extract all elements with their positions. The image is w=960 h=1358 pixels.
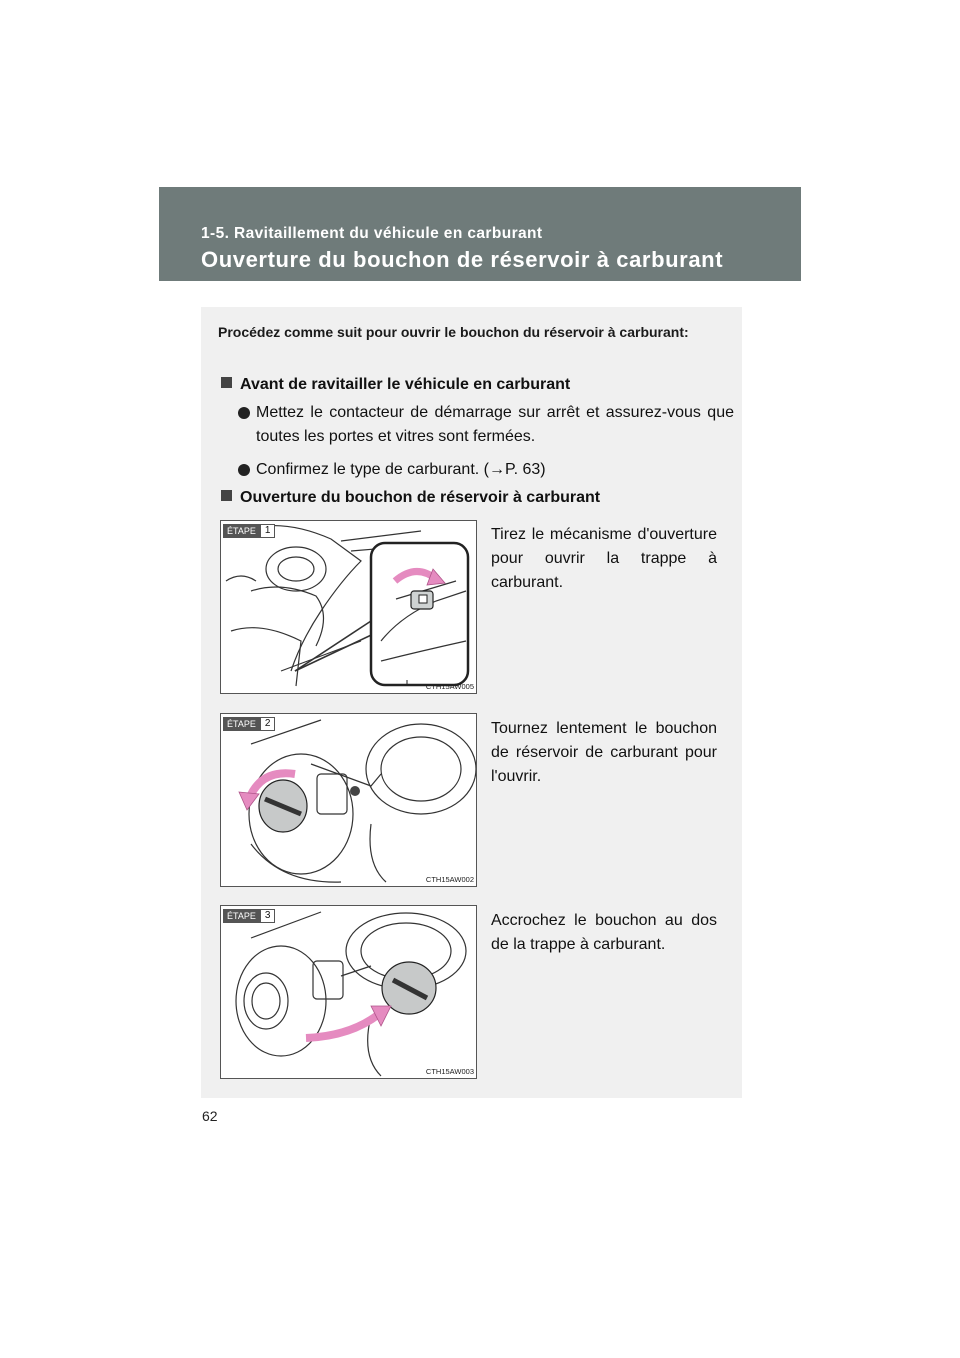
- figure-code: CTH15AW003: [425, 1067, 474, 1076]
- step-2-text: Tournez lentement le bouchon de réservoir de carburant pour l'ouvrir.: [491, 720, 717, 785]
- section-heading-opening-cap: [221, 488, 600, 508]
- fuel-cap-hook-illustration: [221, 906, 476, 1078]
- step-badge-word: ÉTAPE: [223, 717, 260, 731]
- figure-code: CTH15AW005: [425, 682, 474, 691]
- list-item: [238, 458, 734, 482]
- step-badge: [223, 909, 275, 923]
- intro-text: Procédez comme suit pour ouvrir le bouchon du réservoir à carburant:: [218, 324, 689, 340]
- square-bullet-icon: [221, 490, 232, 501]
- list-item: [238, 401, 734, 449]
- list-item-text: Confirmez le type de carburant. (→P. 63): [256, 461, 546, 478]
- step-3-text: Accrochez le bouchon au dos de la trappe à carburant.: [491, 912, 717, 953]
- step-3-illustration: [220, 905, 477, 1079]
- bullet-dot-icon: [238, 464, 250, 476]
- section-heading-label: Avant de ravitailler le véhicule en carburant: [240, 376, 571, 393]
- section-heading-before-refuel: [221, 375, 570, 395]
- step-badge-word: ÉTAPE: [223, 909, 260, 923]
- step-badge-number: 3: [260, 909, 276, 923]
- section-header: [159, 187, 801, 281]
- step-badge-word: ÉTAPE: [223, 524, 260, 538]
- bullet-dot-icon: [238, 407, 250, 419]
- step-badge: [223, 524, 275, 538]
- step-1-illustration: [220, 520, 477, 694]
- step-badge: [223, 717, 275, 731]
- page-number: 62: [202, 1108, 218, 1124]
- fuel-cap-turn-illustration: [221, 714, 476, 886]
- square-bullet-icon: [221, 377, 232, 388]
- step-2-illustration: [220, 713, 477, 887]
- fuel-door-opener-illustration: [221, 521, 476, 693]
- section-label: 1-5. Ravitaillement du véhicule en carburant: [201, 225, 543, 242]
- content-panel: [201, 307, 742, 1098]
- step-1-text: Tirez le mécanisme d'ouverture pour ouvrir la trappe à carburant.: [491, 526, 717, 591]
- step-badge-number: 2: [260, 717, 276, 731]
- figure-code: CTH15AW002: [425, 875, 474, 884]
- section-heading-label: Ouverture du bouchon de réservoir à carburant: [240, 489, 601, 506]
- list-item-text: Mettez le contacteur de démarrage sur arrêt et assurez-vous que toutes les portes et vitres sont fermées.: [256, 404, 734, 445]
- step-badge-number: 1: [260, 524, 276, 538]
- page-title: Ouverture du bouchon de réservoir à carburant: [201, 247, 724, 272]
